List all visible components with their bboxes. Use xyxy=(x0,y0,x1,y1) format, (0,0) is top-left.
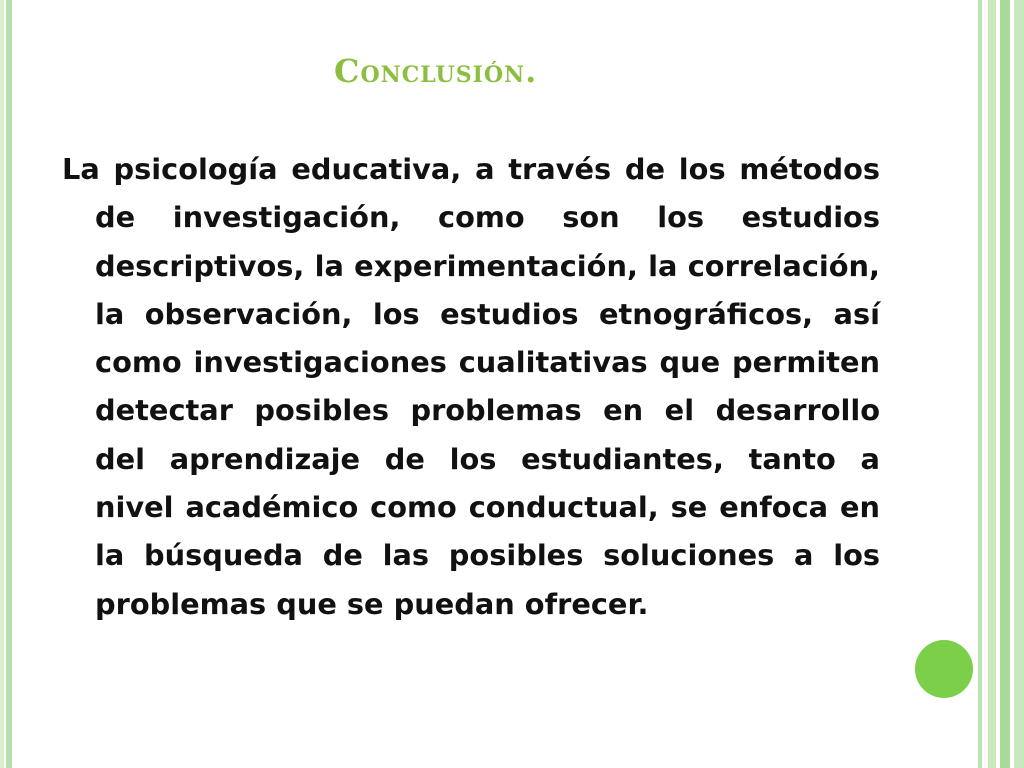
slide-title: Conclusión. xyxy=(334,52,538,90)
left-decorative-border xyxy=(0,0,12,768)
green-dot-icon xyxy=(915,640,973,698)
slide-body-text: La psicología educativa, a través de los métodos de investigación, como son los estudios descriptivos, la experimentación, la correlación, la observación, los estudios etnográficos, así como investigaciones cualitativas que permiten detectar posibles problemas en el desarrollo del aprendizaje de los estudiantes, tanto a nivel académico como conductual, se enfoca en la búsqueda de las posibles soluciones a los problemas que se puedan ofrecer. xyxy=(62,152,880,621)
right-decorative-border xyxy=(976,0,1024,768)
